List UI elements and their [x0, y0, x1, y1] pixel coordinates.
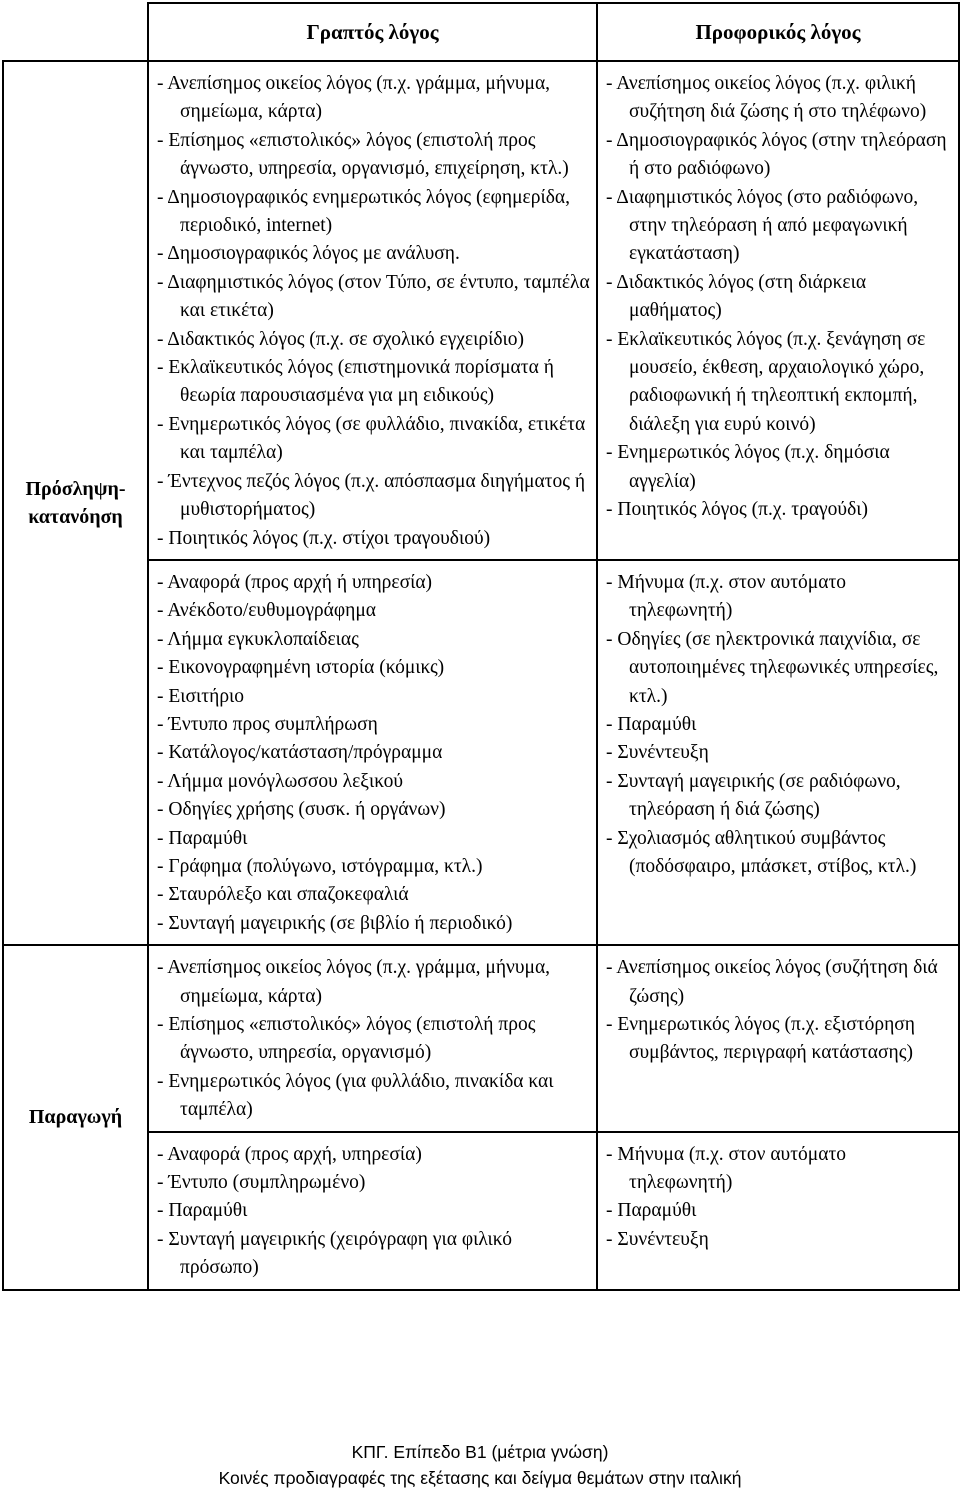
list-item: - Ανεπίσημος οικείος λόγος (π.χ. γράμμα, μήνυμα, σημείωμα, κάρτα) [157, 73, 551, 123]
list-item: - Επίσημος «επιστολικός» λόγος (επιστολή προς άγνωστο, υπηρεσία, οργανισμό, επιχείρηση, κτλ.) [157, 129, 569, 180]
production-written-b-cell [148, 1132, 597, 1290]
production-oral-b-list [598, 1133, 958, 1261]
header-written: Γραπτός λόγος [148, 3, 597, 61]
list-item: - Ενημερωτικός λόγος (π.χ. εξιστόρηση συμβάντος, περιγραφή κατάστασης) [606, 1014, 915, 1064]
list-item: - Ενημερωτικός λόγος (σε φυλλάδιο, πινακίδα, ετικέτα και ταμπέλα) [157, 413, 586, 464]
header-row [3, 3, 959, 61]
list-item: - Ανεπίσημος οικείος λόγος (π.χ. γράμμα, μήνυμα, σημείωμα, κάρτα) [157, 957, 551, 1007]
list-item: - Συνταγή μαγειρικής (σε ραδιόφωνο, τηλεόραση ή διά ζώσης) [606, 770, 901, 821]
list-item: - Λήμμα μονόγλωσσου λεξικού [157, 770, 403, 792]
reception-row-a [3, 61, 959, 560]
list-item: - Εκλαϊκευτικός λόγος (επιστημονικά πορίσματα ή θεωρία παρουσιασμένα για μη ειδικούς) [157, 357, 554, 407]
production-oral-a-cell [597, 945, 959, 1131]
production-written-b-list [149, 1133, 596, 1289]
reception-written-b-list [149, 561, 596, 944]
list-item: - Συνταγή μαγειρικής (σε βιβλίο ή περιοδικό) [157, 912, 513, 934]
list-item: - Εισιτήριο [157, 685, 245, 707]
list-item: - Σταυρόλεξο και σπαζοκεφαλιά [157, 884, 409, 906]
list-item: - Δημοσιογραφικός ενημερωτικός λόγος (εφημερίδα, περιοδικό, internet) [157, 186, 570, 237]
row-label-reception-line2: κατανόηση [28, 506, 123, 529]
production-oral-b-cell [597, 1132, 959, 1290]
row-label-reception-line1: Πρόσληψη- [25, 478, 126, 501]
list-item: - Κατάλογος/κατάσταση/πρόγραμμα [157, 742, 443, 764]
row-label-production [3, 945, 148, 1289]
list-item: - Ανέκδοτο/ευθυμογράφημα [157, 600, 377, 622]
list-item: - Διδακτικός λόγος (π.χ. σε σχολικό εγχειρίδιο) [157, 328, 525, 350]
list-item: - Σχολιασμός αθλητικού συμβάντος (ποδόσφαιρο, μπάσκετ, στίβος, κτλ.) [606, 827, 917, 877]
list-item: - Εκλαϊκευτικός λόγος (π.χ. ξενάγηση σε μουσείο, έκθεση, αρχαιολογικό χώρο, ραδιοφωνική ή τηλεοπτική εκπομπή, διάλεξη για ευρύ κοινό) [606, 328, 926, 435]
production-oral-a-list [598, 946, 958, 1074]
list-item: - Συνέντευξη [606, 742, 709, 764]
list-item: - Οδηγίες χρήσης (συσκ. ή οργάνων) [157, 799, 446, 821]
production-row-a [3, 945, 959, 1131]
reception-written-a-cell [148, 61, 597, 560]
reception-oral-a-list [598, 62, 958, 531]
list-item: - Διαφημιστικός λόγος (στον Τύπο, σε έντυπο, ταμπέλα και ετικέτα) [157, 271, 590, 322]
corner-cell [3, 3, 148, 61]
list-item: - Ανεπίσημος οικείος λόγος (π.χ. φιλική συζήτηση διά ζώσης ή στο τηλέφωνο) [606, 73, 927, 123]
list-item: - Συνταγή μαγειρικής (χειρόγραφη για φιλικό πρόσωπο) [157, 1228, 512, 1279]
reception-oral-a-cell [597, 61, 959, 560]
list-item: - Μήνυμα (π.χ. στον αυτόματο τηλεφωνητή) [606, 1143, 847, 1194]
list-item: - Επίσημος «επιστολικός» λόγος (επιστολή προς άγνωστο, υπηρεσία, οργανισμό) [157, 1014, 536, 1064]
list-item: - Ενημερωτικός λόγος (π.χ. δημόσια αγγελία) [606, 442, 890, 492]
list-item: - Ανεπίσημος οικείος λόγος (συζήτηση διά ζώσης) [606, 957, 938, 1007]
list-item: - Εικονογραφημένη ιστορία (κόμικς) [157, 657, 445, 679]
list-item: - Διαφημιστικός λόγος (στο ραδιόφωνο, στην τηλεόραση ή από μεφαγωνική εγκατάσταση) [606, 186, 919, 265]
list-item: - Συνέντευξη [606, 1228, 709, 1250]
row-label-reception [3, 61, 148, 945]
list-item: - Ποιητικός λόγος (π.χ. στίχοι τραγουδιού) [157, 527, 491, 549]
header-oral: Προφορικός λόγος [597, 3, 959, 61]
reception-oral-b-cell [597, 560, 959, 945]
reception-written-b-cell [148, 560, 597, 945]
reception-oral-b-list [598, 561, 958, 887]
production-written-a-list [149, 946, 596, 1130]
production-written-a-cell [148, 945, 597, 1131]
list-item: - Λήμμα εγκυκλοπαίδειας [157, 628, 359, 650]
footer-line-1: ΚΠΓ. Επίπεδο Β1 (μέτρια γνώση) [351, 1442, 609, 1462]
list-item: - Γράφημα (πολύγωνο, ιστόγραμμα, κτλ.) [157, 855, 483, 877]
list-item: - Παραμύθι [157, 827, 248, 849]
list-item: - Αναφορά (προς αρχή ή υπηρεσία) [157, 571, 433, 593]
list-item: - Μήνυμα (π.χ. στον αυτόματο τηλεφωνητή) [606, 571, 847, 622]
list-item: - Οδηγίες (σε ηλεκτρονικά παιχνίδια, σε αυτοποιημένες τηλεφωνικές υπηρεσίες, κτλ.) [606, 628, 939, 707]
list-item: - Ενημερωτικός λόγος (για φυλλάδιο, πινακίδα και ταμπέλα) [157, 1070, 554, 1121]
list-item: - Δημοσιογραφικός λόγος (στην τηλεόραση ή στο ραδιόφωνο) [606, 129, 947, 180]
content-table [2, 2, 960, 1291]
reception-written-a-list [149, 62, 596, 559]
list-item: - Παραμύθι [606, 713, 697, 735]
list-item: - Ποιητικός λόγος (π.χ. τραγούδι) [606, 499, 868, 521]
footer-line-2: Κοινές προδιαγραφές της εξέτασης και δείγμα θεμάτων στην ιταλική [218, 1468, 742, 1488]
list-item: - Έντεχνος πεζός λόγος (π.χ. απόσπασμα διηγήματος ή μυθιστορήματος) [157, 470, 586, 521]
row-label-production-text: Παραγωγή [28, 1106, 123, 1129]
list-item: - Αναφορά (προς αρχή, υπηρεσία) [157, 1143, 422, 1165]
list-item: - Έντυπο (συμπληρωμένο) [157, 1172, 366, 1194]
list-item: - Έντυπο προς συμπλήρωση [157, 713, 378, 735]
list-item: - Διδακτικός λόγος (στη διάρκεια μαθήματος) [606, 271, 867, 322]
list-item: - Δημοσιογραφικός λόγος με ανάλυση. [157, 243, 460, 265]
list-item: - Παραμύθι [606, 1200, 697, 1222]
list-item: - Παραμύθι [157, 1200, 248, 1222]
